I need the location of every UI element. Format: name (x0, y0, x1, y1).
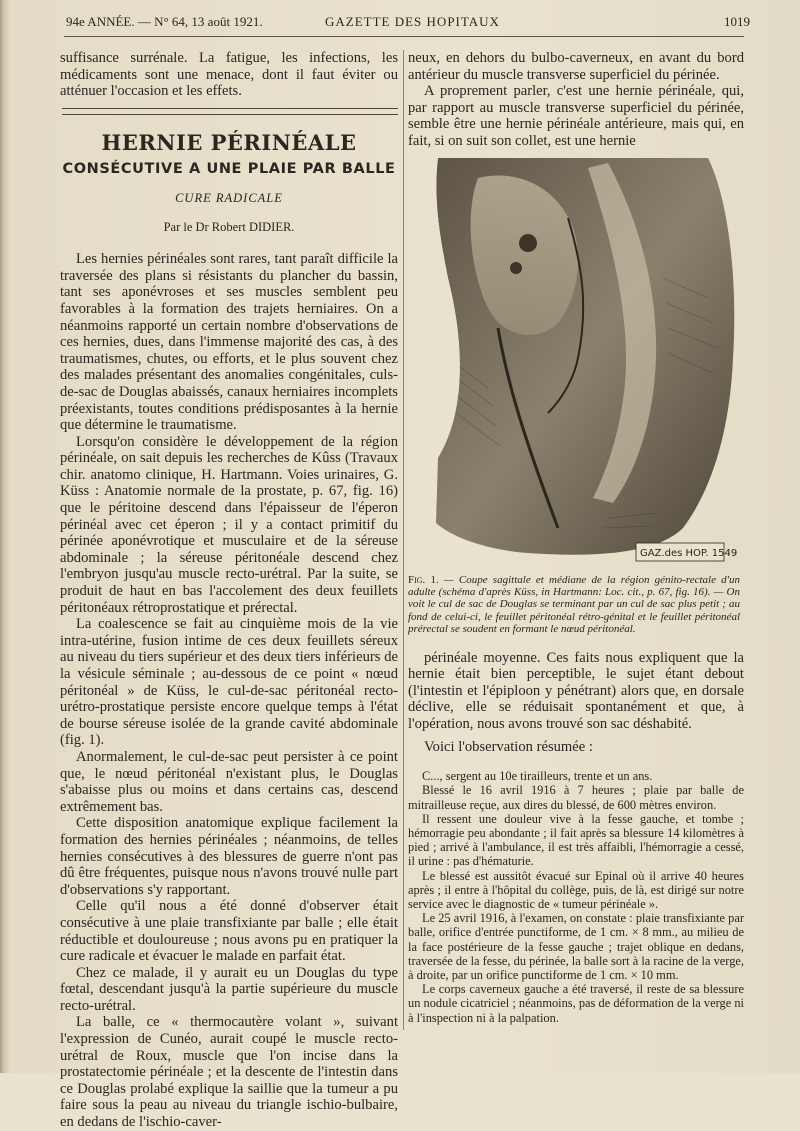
right-column (408, 50, 744, 1025)
article-kicker: CURE RADICALE (175, 190, 283, 205)
header-rule (64, 36, 744, 37)
observation-block (408, 769, 744, 1025)
intro-paragraph: suffisance surrénale. La fatigue, les infections, les médicaments sont une menace, dont il faut éviter ou atténuer l'occasion et les effets. (60, 50, 398, 100)
issue-info: 94e ANNÉE. — N° 64, 13 août 1921. (66, 14, 263, 29)
figure-caption (408, 574, 744, 636)
observation-line: Le corps caverneux gauche a été traversé, il reste de sa blessure un nodule cicatriciel ; néanmoins, pas de déformation de la verge ni à l'inspection ni à la palpation. (408, 982, 744, 1025)
article-subtitle: CONSÉCUTIVE A UNE PLAIE PAR BALLE (62, 161, 396, 178)
observation-line: Le 25 avril 1916, à l'examen, on constate : plaie transfixiante par balle, orifice d'entrée punctiforme, de 1 cm. × 8 mm., au milieu de la face postérieure de la fesse gauche ; trajet oblique en dedans, traversée de la fesse, du périnée, la balle sort à la racine de la verge, à droite, par un orifice punctiforme de 1 cm. × 10 mm. (408, 911, 744, 982)
body-paragraph: Chez ce malade, il y aurait eu un Douglas du type fœtal, descendant jusqu'à la partie supérieure du muscle recto-urétral. (60, 964, 398, 1014)
body-paragraph: Anormalement, le cul-de-sac peut persister à ce point que, le nœud péritonéal n'existant plus, le Douglas s'abaisse plus ou moins et dans certains cas, descend extrêmement bas. (60, 748, 398, 815)
observation-line: Il ressent une douleur vive à la fesse gauche, et tombe ; hémorragie peu abondante ; il fait après sa blessure 14 kilomètres à pied ; arrivé à l'ambulance, il est très affaibli, l'hémorragie a cessé, il urine : pas d'hématurie. (408, 811, 744, 869)
continued-paragraph: neux, en dehors du bulbo-caverneux, en avant du bord antérieur du muscle transverse superficiel du périnée. (408, 50, 744, 83)
vesicle-node (510, 262, 522, 274)
page-header (60, 10, 750, 32)
body-paragraph: périnéale moyenne. Ces faits nous expliquent que la hernie était bien perceptible, le sujet étant debout (l'intestin et l'épiploon y pénétrant) alors que, en dorsale déclive, elle se réduisait spontanément et que, à l'opération, nous avons trouvé son sac déshabité. (408, 649, 744, 732)
figure-stamp: GAZ.des HOP. 1549 (640, 547, 738, 559)
journal-title: GAZETTE DES HOPITAUX (325, 14, 500, 29)
sagittal-section-illustration (408, 158, 744, 570)
article-author: Par le Dr Robert DIDIER. (163, 219, 295, 234)
observation-heading: Voici l'observation résumée : (424, 738, 593, 755)
section-rule (62, 108, 398, 115)
column-divider (403, 50, 404, 1030)
body-paragraph: Les hernies périnéales sont rares, tant paraît difficile la traversée des plans si résistants du plancher du bassin, tant ses aponévroses et ses muscles semblent peu favorables à la formation des trajets herniaires. On a néanmoins rapporté un certain nombre d'observations de ces hernies, dues, dans l'immense majorité des cas, à des traumatismes, chutes, ou efforts, et le plus souvent chez des malades présentant des anomalies congénitales, culs-de-sac de Douglas abaissés, canaux herniaires incomplets préexistants, toutes conditions prédisposantes à la hernie que détermine le traumatisme. (60, 251, 398, 434)
body-paragraph: La coalescence se fait au cinquième mois de la vie intra-utérine, fusion intime de ces deux feuillets séreux au niveau du tiers supérieur et des deux tiers inférieurs de la vésicule séminale ; au-dessous de ce point « nœud péritonéal » de Küss, le cul-de-sac péritonéal recto-urétro-prostatique persiste encore quelque temps à l'état de bourse séreuse isolée de la grande cavité abdominale (fig. 1). (60, 616, 398, 749)
caption-label: Fig. 1. (408, 573, 439, 586)
body-paragraph: A proprement parler, c'est une hernie périnéale, qui, par rapport au muscle transverse superficiel du périnée, semble être une hernie périnéale antérieure, mais qui, en fait, si on suit son collet, est une hernie (408, 83, 744, 149)
anatomical-figure (408, 158, 744, 570)
left-column (60, 50, 398, 1131)
page-number: 1019 (724, 14, 750, 29)
observation-line: C..., sergent au 10e tirailleurs, trente et un ans. (422, 769, 653, 784)
body-paragraph: Celle qu'il nous a été donné d'observer était consécutive à une plaie transfixiante par balle ; elle était réductible et douloureuse ; nous avons pu en pratiquer la cure radicale et évacuer le malade en parfait état. (60, 898, 398, 965)
vesicle-node (519, 234, 537, 252)
body-paragraph: Cette disposition anatomique explique facilement la formation des hernies périnéales ; néanmoins, de telles hernies consécutives à des blessures de guerre n'ont pas dû être fréquentes, puisque nous n'avons trouvé nulle part d'observations s'y rapportant. (60, 815, 398, 898)
body-paragraph: Lorsqu'on considère le développement de la région périnéale, on sait depuis les recherches de Kûss (Travaux chir. anatomo clinique, H. Hartmann. Voies urinaires, G. Küss : Anatomie normale de la prostate, p. 67, fig. 16) que le péritoine descend dans l'épaisseur de l'éperon périnéal avec cet éperon ; il y a contact primitif du périnée aponévrotique et musculaire et de la séreuse abdominale ; la séreuse péritonéale descend chez l'embryon jusqu'au muscle recto-urétral. Par la suite, se produit de haut en bas l'accolement des deux feuillets péritonéaux rétroprostatique et prérectal. (60, 433, 398, 616)
body-paragraph: La balle, ce « thermocautère volant », suivant l'expression de Cunéo, aurait coupé le muscle recto-urétral de Roux, muscle que l'on incise dans la prostatectomie périnéale ; et la descente de l'intestin dans ce Douglas prolabé explique la saillie que la tumeur a pu faire sous la peau au niveau du triangle ischio-bulbaire, en dedans de l'ischio-caver- (60, 1014, 398, 1131)
observation-line: Blessé le 16 avril 1916 à 7 heures ; plaie par balle de mitrailleuse reçue, aux dires du blessé, de 600 mètres environ. (408, 783, 744, 812)
caption-text: — Coupe sagittale et médiane de la région génito-rectale d'un adulte (schéma d'après Küss, in Hartmann: Loc. cit., p. 67, fig. 16). — On voit le cul de sac de Douglas se terminant par un cul de sac plus petit ; au fond de celui-ci, le feuillet péritonéal rétro-génital et le feuillet péritonéal prérectal se soudent en formant le nœud péritonéal. (408, 573, 741, 636)
observation-line: Le blessé est aussitôt évacué sur Epinal où il arrive 40 heures après ; il entre à l'hôpital du collège, puis, de là, est dirigé sur notre service avec le diagnostic de « tumeur périnéale ». (408, 868, 744, 911)
article-title: HERNIE PÉRINÉALE (101, 129, 357, 155)
